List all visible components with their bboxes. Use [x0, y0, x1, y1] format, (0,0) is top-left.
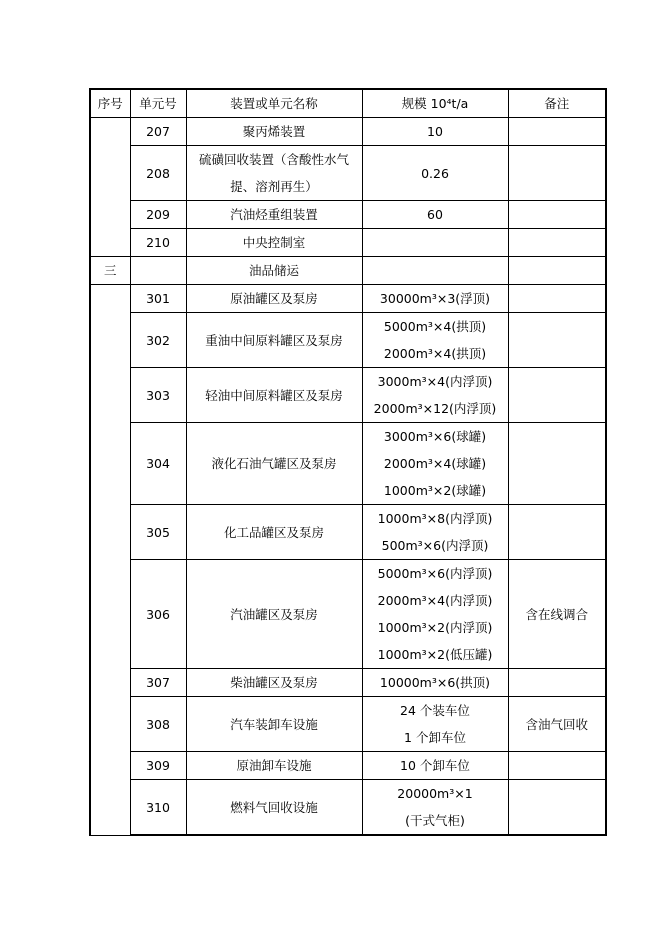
note-cell — [508, 780, 606, 836]
scale-line: 500m³×6(内浮顶) — [381, 538, 489, 553]
name-cell: 原油罐区及泵房 — [186, 285, 362, 313]
note-cell: 含在线调合 — [508, 560, 606, 669]
scale-cell: 10 — [362, 118, 508, 146]
table-row — [90, 201, 606, 229]
name-cell: 燃料气回收设施 — [186, 780, 362, 836]
note-cell: 含油气回收 — [508, 697, 606, 752]
note-cell — [508, 257, 606, 285]
scale-cell — [362, 560, 508, 669]
unit-cell: 302 — [130, 313, 186, 368]
note-cell — [508, 201, 606, 229]
scale-line: 1 个卸车位 — [404, 730, 466, 745]
table-row — [90, 118, 606, 146]
scale-cell: 60 — [362, 201, 508, 229]
note-cell — [508, 285, 606, 313]
unit-cell: 306 — [130, 560, 186, 669]
facility-table — [89, 88, 607, 836]
unit-cell: 301 — [130, 285, 186, 313]
table-row — [90, 560, 606, 669]
scale-line: 1000m³×2(内浮顶) — [377, 620, 493, 635]
name-cell: 柴油罐区及泵房 — [186, 669, 362, 697]
note-cell — [508, 313, 606, 368]
scale-line: 2000m³×4(球罐) — [383, 456, 487, 471]
unit-cell: 210 — [130, 229, 186, 257]
scale-cell — [362, 780, 508, 836]
unit-cell — [130, 257, 186, 285]
scale-cell: 0.26 — [362, 146, 508, 201]
table-row — [90, 669, 606, 697]
name-cell: 汽车装卸车设施 — [186, 697, 362, 752]
scale-cell — [362, 368, 508, 423]
header-unit: 单元号 — [130, 89, 186, 118]
scale-line: 3000m³×6(球罐) — [383, 429, 487, 444]
unit-cell: 308 — [130, 697, 186, 752]
section-name: 油品储运 — [186, 257, 362, 285]
scale-line: 10000m³×6(拱顶) — [379, 675, 491, 690]
table-row — [90, 505, 606, 560]
note-cell — [508, 118, 606, 146]
unit-cell: 309 — [130, 752, 186, 780]
scale-line: 30000m³×3(浮顶) — [379, 291, 491, 306]
unit-cell: 310 — [130, 780, 186, 836]
name-cell: 汽油罐区及泵房 — [186, 560, 362, 669]
table-row — [90, 752, 606, 780]
header-name: 装置或单元名称 — [186, 89, 362, 118]
table-row — [90, 285, 606, 313]
note-cell — [508, 669, 606, 697]
seq-cell-empty — [90, 118, 130, 257]
scale-line: 2000m³×12(内浮顶) — [373, 401, 497, 416]
scale-line: 2000m³×4(内浮顶) — [377, 593, 493, 608]
note-cell — [508, 423, 606, 505]
scale-cell — [362, 669, 508, 697]
unit-cell: 305 — [130, 505, 186, 560]
scale-line: (干式气柜) — [405, 813, 465, 828]
header-seq: 序号 — [90, 89, 130, 118]
name-cell: 化工品罐区及泵房 — [186, 505, 362, 560]
name-cell: 重油中间原料罐区及泵房 — [186, 313, 362, 368]
table-row — [90, 368, 606, 423]
name-line: 提、溶剂再生） — [230, 179, 318, 194]
scale-cell — [362, 285, 508, 313]
name-cell: 液化石油气罐区及泵房 — [186, 423, 362, 505]
section-row — [90, 257, 606, 285]
table-row — [90, 423, 606, 505]
name-cell: 轻油中间原料罐区及泵房 — [186, 368, 362, 423]
unit-cell: 303 — [130, 368, 186, 423]
scale-cell — [362, 752, 508, 780]
name-line: 硫磺回收装置（含酸性水气 — [198, 152, 349, 167]
name-cell: 原油卸车设施 — [186, 752, 362, 780]
scale-line: 20000m³×1 — [397, 786, 473, 801]
table-row — [90, 697, 606, 752]
table-header-row — [90, 89, 606, 118]
table-row — [90, 780, 606, 836]
scale-cell — [362, 257, 508, 285]
header-note: 备注 — [508, 89, 606, 118]
unit-cell: 304 — [130, 423, 186, 505]
scale-line: 10 个卸车位 — [400, 758, 470, 773]
name-cell: 聚丙烯装置 — [186, 118, 362, 146]
unit-cell: 307 — [130, 669, 186, 697]
scale-cell — [362, 229, 508, 257]
note-cell — [508, 752, 606, 780]
name-cell: 汽油烃重组装置 — [186, 201, 362, 229]
scale-line: 1000m³×8(内浮顶) — [377, 511, 493, 526]
scale-line: 5000m³×4(拱顶) — [383, 319, 487, 334]
table-row — [90, 229, 606, 257]
table-row — [90, 146, 606, 201]
scale-line: 2000m³×4(拱顶) — [383, 346, 487, 361]
unit-cell: 207 — [130, 118, 186, 146]
header-scale: 规模 10⁴t/a — [362, 89, 508, 118]
scale-line: 1000m³×2(球罐) — [383, 483, 487, 498]
scale-cell — [362, 505, 508, 560]
scale-cell — [362, 423, 508, 505]
seq-cell-empty — [90, 285, 130, 836]
scale-line: 3000m³×4(内浮顶) — [377, 374, 493, 389]
note-cell — [508, 146, 606, 201]
scale-line: 24 个装车位 — [400, 703, 470, 718]
scale-line: 1000m³×2(低压罐) — [377, 647, 493, 662]
unit-cell: 208 — [130, 146, 186, 201]
note-cell — [508, 229, 606, 257]
scale-cell — [362, 313, 508, 368]
name-cell: 中央控制室 — [186, 229, 362, 257]
section-seq: 三 — [90, 257, 130, 285]
name-cell — [186, 146, 362, 201]
unit-cell: 209 — [130, 201, 186, 229]
scale-cell — [362, 697, 508, 752]
table-row — [90, 313, 606, 368]
note-cell — [508, 505, 606, 560]
scale-line: 5000m³×6(内浮顶) — [377, 566, 493, 581]
note-cell — [508, 368, 606, 423]
